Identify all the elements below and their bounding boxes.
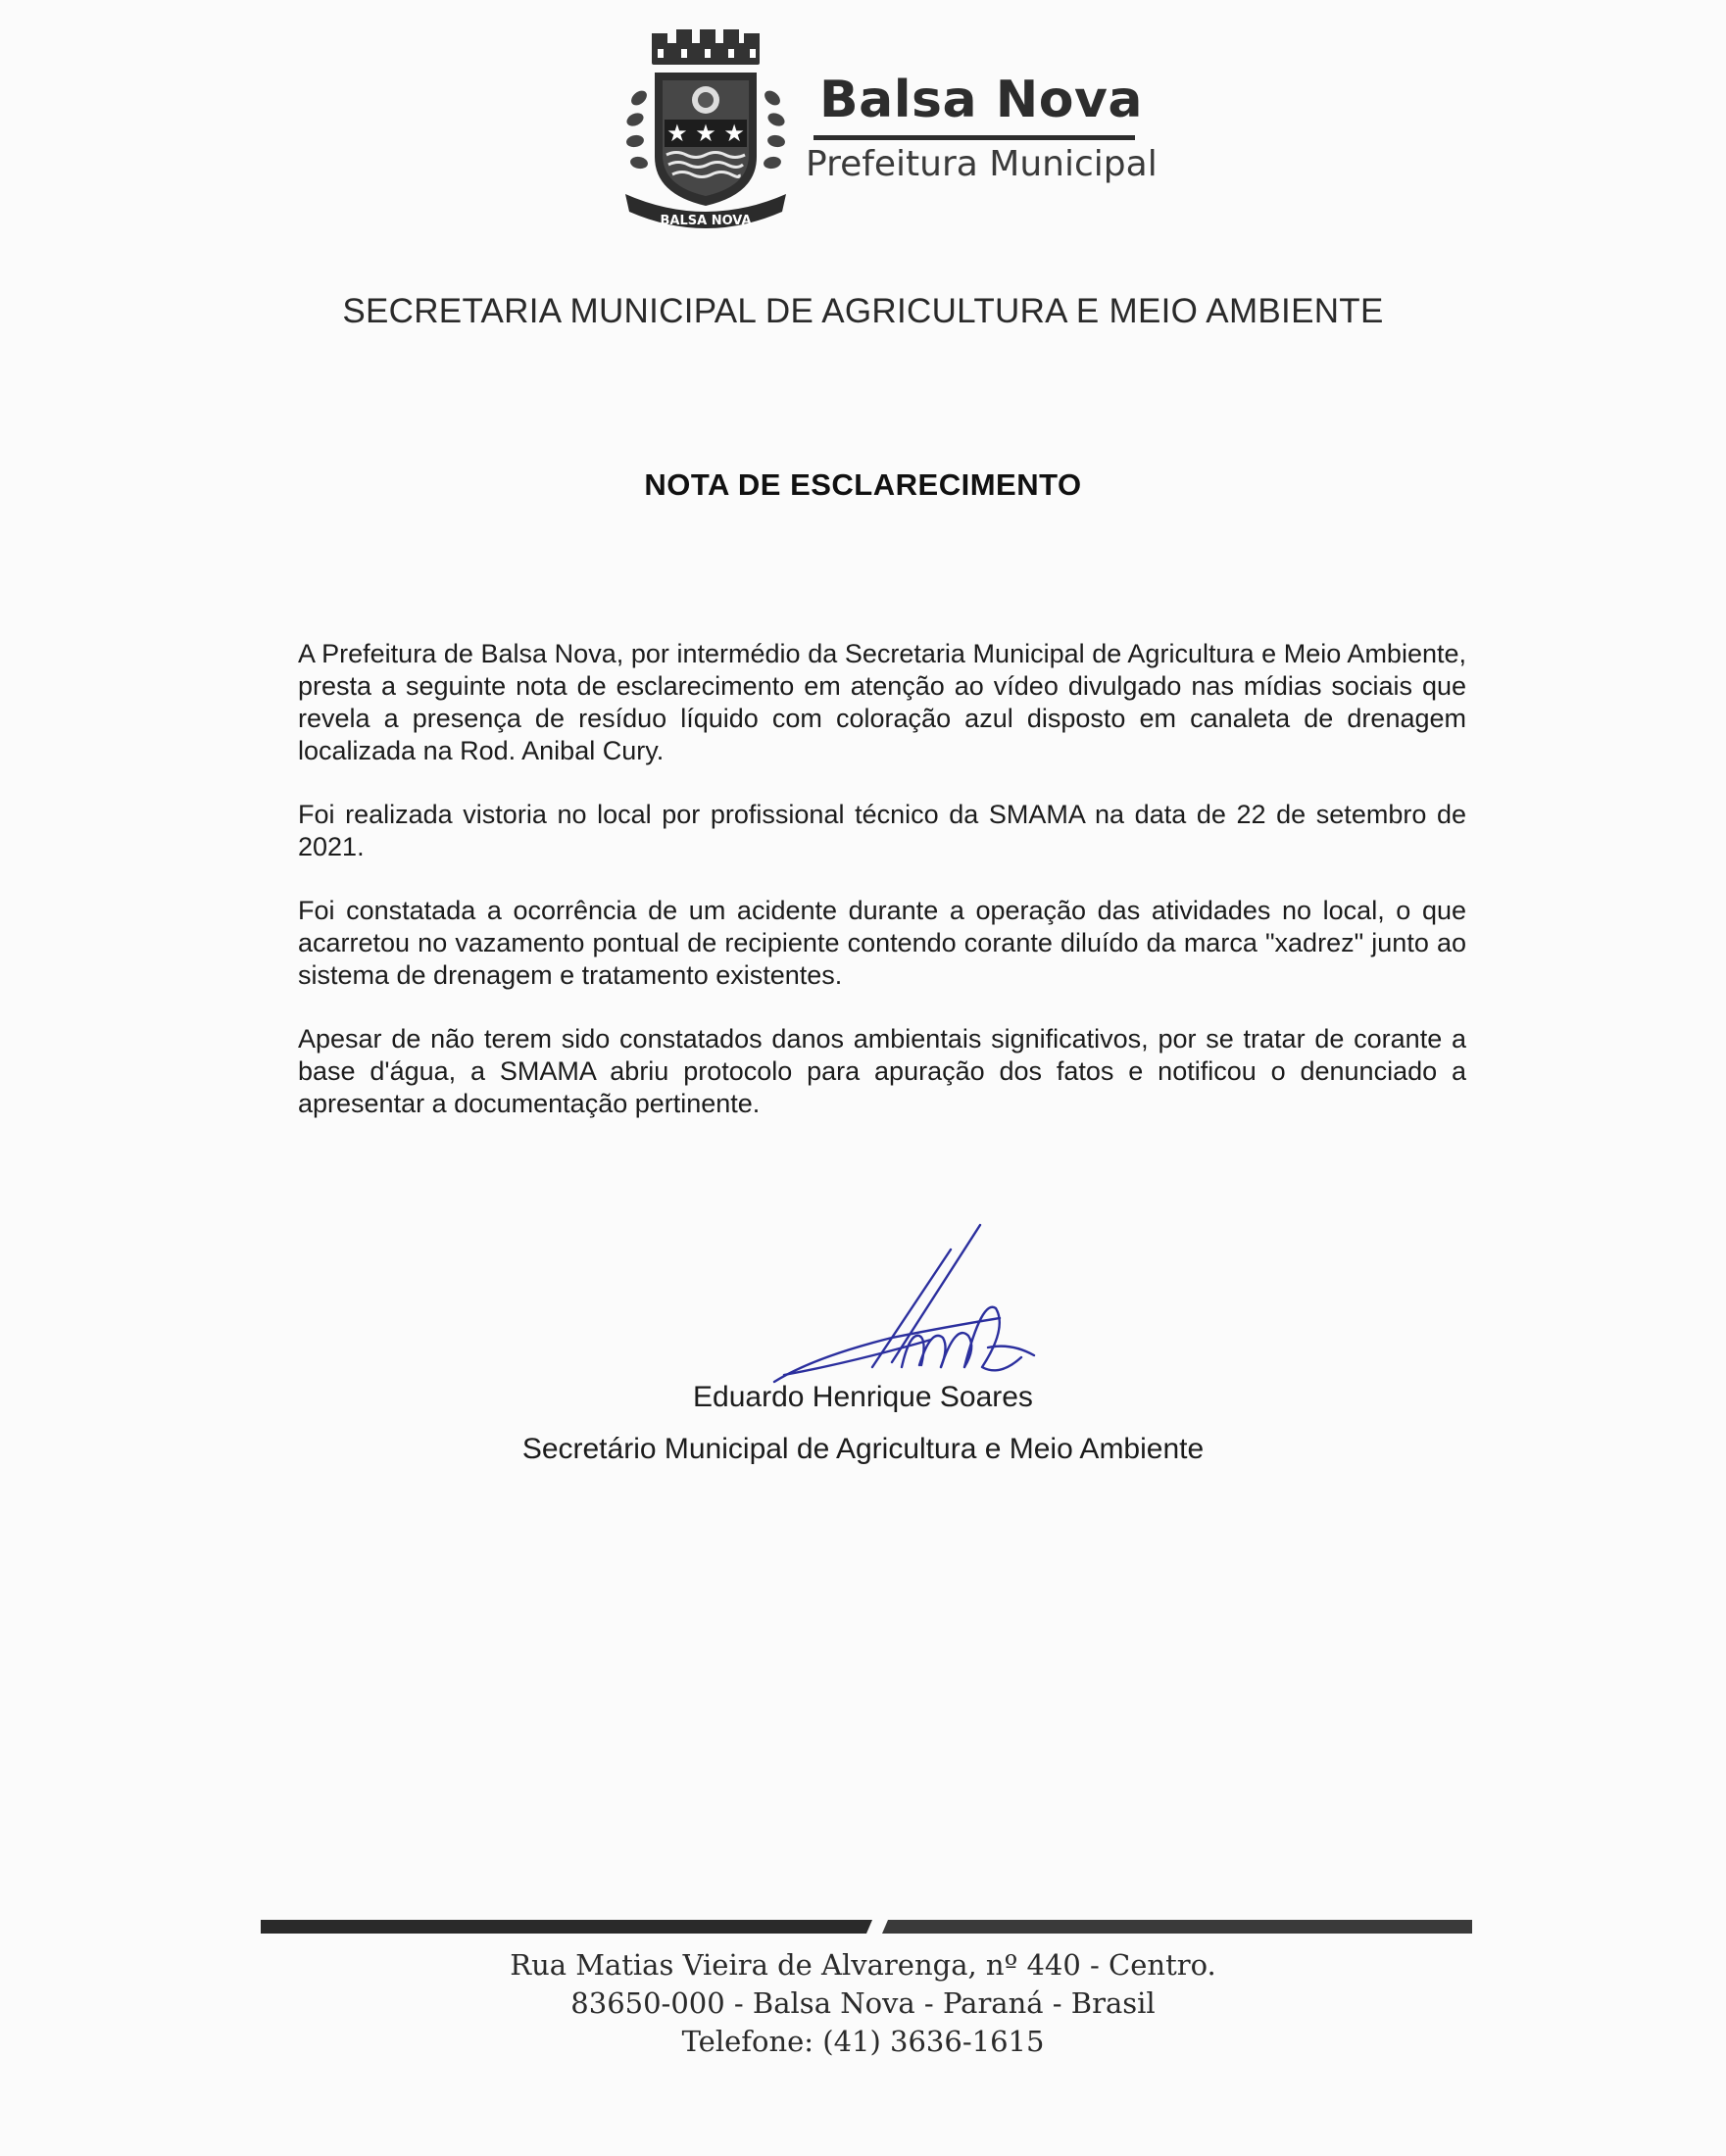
document-title: NOTA DE ESCLARECIMENTO: [644, 467, 1082, 502]
footer-address-line: Rua Matias Vieira de Alvarenga, nº 440 - Centro.: [510, 1948, 1216, 1982]
body-paragraph: Apesar de não terem sido constatados danos ambientais significativos, por se tratar de corante a base d'água, a SMAMA abriu protocolo para apuração dos fatos e notificou o denunciado a apresentar a documentação pertinente.: [298, 1024, 1466, 1118]
footer-address: [0, 1946, 1726, 2061]
brand-title: Balsa Nova: [819, 71, 1143, 129]
crest-ribbon-text: BALSA NOVA: [660, 214, 752, 228]
coat-of-arms-icon: [608, 29, 804, 245]
body-paragraph: Foi realizada vistoria no local por profissional técnico da SMAMA na data de 22 de setembro de 2021.: [298, 800, 1466, 861]
body-paragraph: Foi constatada a ocorrência de um acidente durante a operação das atividades no local, o que acarretou no vazamento pontual de recipiente contendo corante diluído da marca "xadrez" junto ao sistema de drenagem e tratamento existentes.: [298, 896, 1466, 990]
department-heading: SECRETARIA MUNICIPAL DE AGRICULTURA E MEIO AMBIENTE: [342, 292, 1384, 330]
svg-text:★ ★ ★: ★ ★ ★: [666, 120, 745, 147]
brand-subtitle: Prefeitura Municipal: [806, 144, 1158, 184]
footer-city-line: 83650-000 - Balsa Nova - Paraná - Brasil: [570, 1986, 1156, 2020]
signature: [755, 1220, 1068, 1396]
signer-role: Secretário Municipal de Agricultura e Meio Ambiente: [521, 1433, 1205, 1465]
body-paragraph: A Prefeitura de Balsa Nova, por intermédio da Secretaria Municipal de Agricultura e Meio Ambiente, presta a seguinte nota de esclarecimento em atenção ao vídeo divulgado nas mídias sociais que revela a presença de resíduo líquido com coloração azul disposto em canaleta de drenagem localizada na Rod. Anibal Cury.: [298, 639, 1466, 765]
document-body: [298, 638, 1466, 1152]
brand-divider: [814, 135, 1135, 140]
footer-divider: [261, 1916, 1472, 1937]
signer-name: Eduardo Henrique Soares: [693, 1381, 1033, 1413]
footer-phone: Telefone: (41) 3636-1615: [681, 2025, 1045, 2058]
